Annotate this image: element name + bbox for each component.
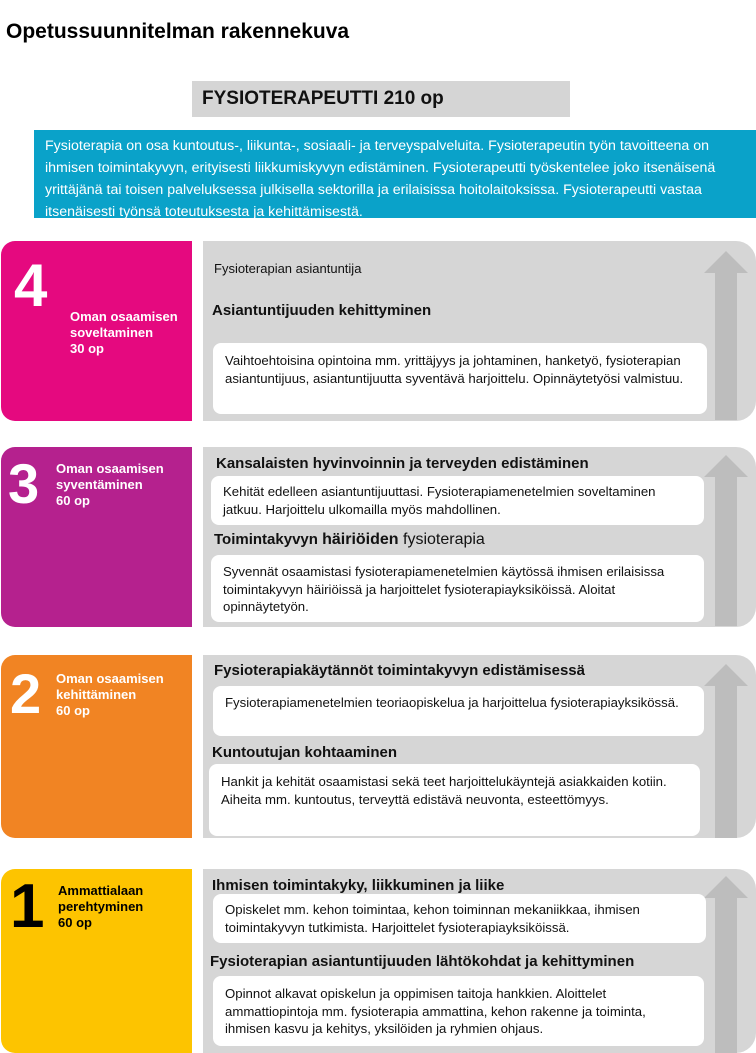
- stage-2-credits: 60 op: [56, 703, 90, 718]
- stage-4-label-line1: Oman osaamisen: [70, 309, 178, 324]
- stage-2-label: [56, 671, 164, 719]
- stage-2-number: 2: [10, 662, 42, 725]
- stage-3-heading-b-post: fysioterapia: [398, 531, 485, 548]
- degree-title: FYSIOTERAPEUTTI 210 op: [192, 81, 570, 117]
- stage-4-credits: 30 op: [70, 341, 104, 356]
- stage-2-label-line2: kehittäminen: [56, 687, 137, 702]
- stage-1-heading-b: Fysioterapian asiantuntijuuden lähtökohdat ja kehittyminen: [210, 953, 635, 970]
- stage-3-text-box-a: Kehität edelleen asiantuntijuuttasi. Fysioterapiamenetelmien soveltaminen jatkuu. Harjoittelu ulkomailla myös mahdollinen.: [211, 476, 704, 525]
- stage-3-heading-b-pre: Toimintakyvyn: [214, 531, 323, 548]
- stage-2-text-box-a: Fysioterapiamenetelmien teoriaopiskelua ja harjoittelua fysioterapiayksikössä.: [213, 686, 704, 736]
- stage-4-subtitle: Fysioterapian asiantuntija: [214, 261, 362, 276]
- intro-description: Fysioterapia on osa kuntoutus-, liikunta-, sosiaali- ja terveyspalveluita. Fysioterapeutin työn tavoitteena on ihmisen toimintakyvyn, erityisesti liikkumiskyvyn edistäminen. Fysioterapeutti työskentelee joko itsenäisenä yrittäjänä tai toisen palveluksessa julkisella sektorilla ja erilaisissa hoitolaitoksissa. Fysioterapeutti vastaa itsenäisesti työnsä toteutuksesta ja kehittämisestä.: [34, 130, 756, 218]
- stage-1-label-line2: perehtyminen: [58, 899, 144, 914]
- stage-4-number: 4: [14, 252, 48, 319]
- stage-1-text-box-b: Opinnot alkavat opiskelun ja oppimisen taitoja hankkien. Aloittelet ammattiopintoja mm. fysioterapia ammattina, kehon rakenne ja toiminta, ihmisen kasvu ja kehitys, yksilöiden ja ryhmien ohjaus.: [213, 976, 704, 1046]
- stage-1-heading-a: Ihmisen toimintakyky, liikkuminen ja liike: [212, 877, 505, 894]
- stage-2-label-line1: Oman osaamisen: [56, 671, 164, 686]
- stage-1-text-box-a: Opiskelet mm. kehon toimintaa, kehon toiminnan mekaniikkaa, ihmisen toimintakyvyn tutkimista. Harjoittelet fysioterapiayksiköissä.: [213, 894, 706, 943]
- up-arrow-icon: [704, 251, 748, 420]
- stage-3-credits: 60 op: [56, 493, 90, 508]
- stage-4-text-box: Vaihtoehtoisina opintoina mm. yrittäjyys ja johtaminen, hanketyö, fysioterapian asiantuntijuus, asiantuntijuutta syventävä harjoittelu. Opinnäytetyösi valmistuu.: [213, 343, 707, 414]
- stage-4-label: [70, 309, 178, 357]
- stage-3-label-line1: Oman osaamisen: [56, 461, 164, 476]
- stage-4-heading: Asiantuntijuuden kehittyminen: [212, 302, 432, 319]
- stage-1-credits: 60 op: [58, 915, 92, 930]
- up-arrow-icon: [704, 664, 748, 838]
- stage-3-number: 3: [8, 452, 40, 515]
- stage-1-number: 1: [10, 872, 45, 941]
- stage-4-label-line2: soveltaminen: [70, 325, 154, 340]
- stage-3-text-box-b: Syvennät osaamistasi fysioterapiamenetelmien käytössä ihmisen erilaisissa toimintakyvyn häiriöissä ja harjoittelet fysioterapiayksiköissä. Aloitat opinnäytetyön.: [211, 555, 704, 622]
- stage-3-heading-b: [214, 531, 485, 549]
- up-arrow-icon: [704, 455, 748, 626]
- stage-3-label: [56, 461, 164, 509]
- stage-2-heading-b: Kuntoutujan kohtaaminen: [212, 744, 397, 761]
- stage-2-heading-a: Fysioterapiakäytännöt toimintakyvyn edistämisessä: [214, 662, 585, 679]
- stage-3-heading-a: Kansalaisten hyvinvoinnin ja terveyden edistäminen: [216, 455, 589, 472]
- stage-3-heading-b-bold: häiriöiden: [322, 531, 399, 548]
- stage-1-label: [58, 883, 143, 931]
- up-arrow-icon: [704, 876, 748, 1053]
- page-title: Opetussuunnitelman rakennekuva: [6, 20, 350, 43]
- stage-2-text-box-b: Hankit ja kehität osaamistasi sekä teet harjoittelukäyntejä asiakkaiden kotiin. Aiheita mm. kuntoutus, terveyttä edistävä neuvonta, esteettömyys.: [209, 764, 700, 836]
- stage-1-label-line1: Ammattialaan: [58, 883, 144, 898]
- stage-3-label-line2: syventäminen: [56, 477, 143, 492]
